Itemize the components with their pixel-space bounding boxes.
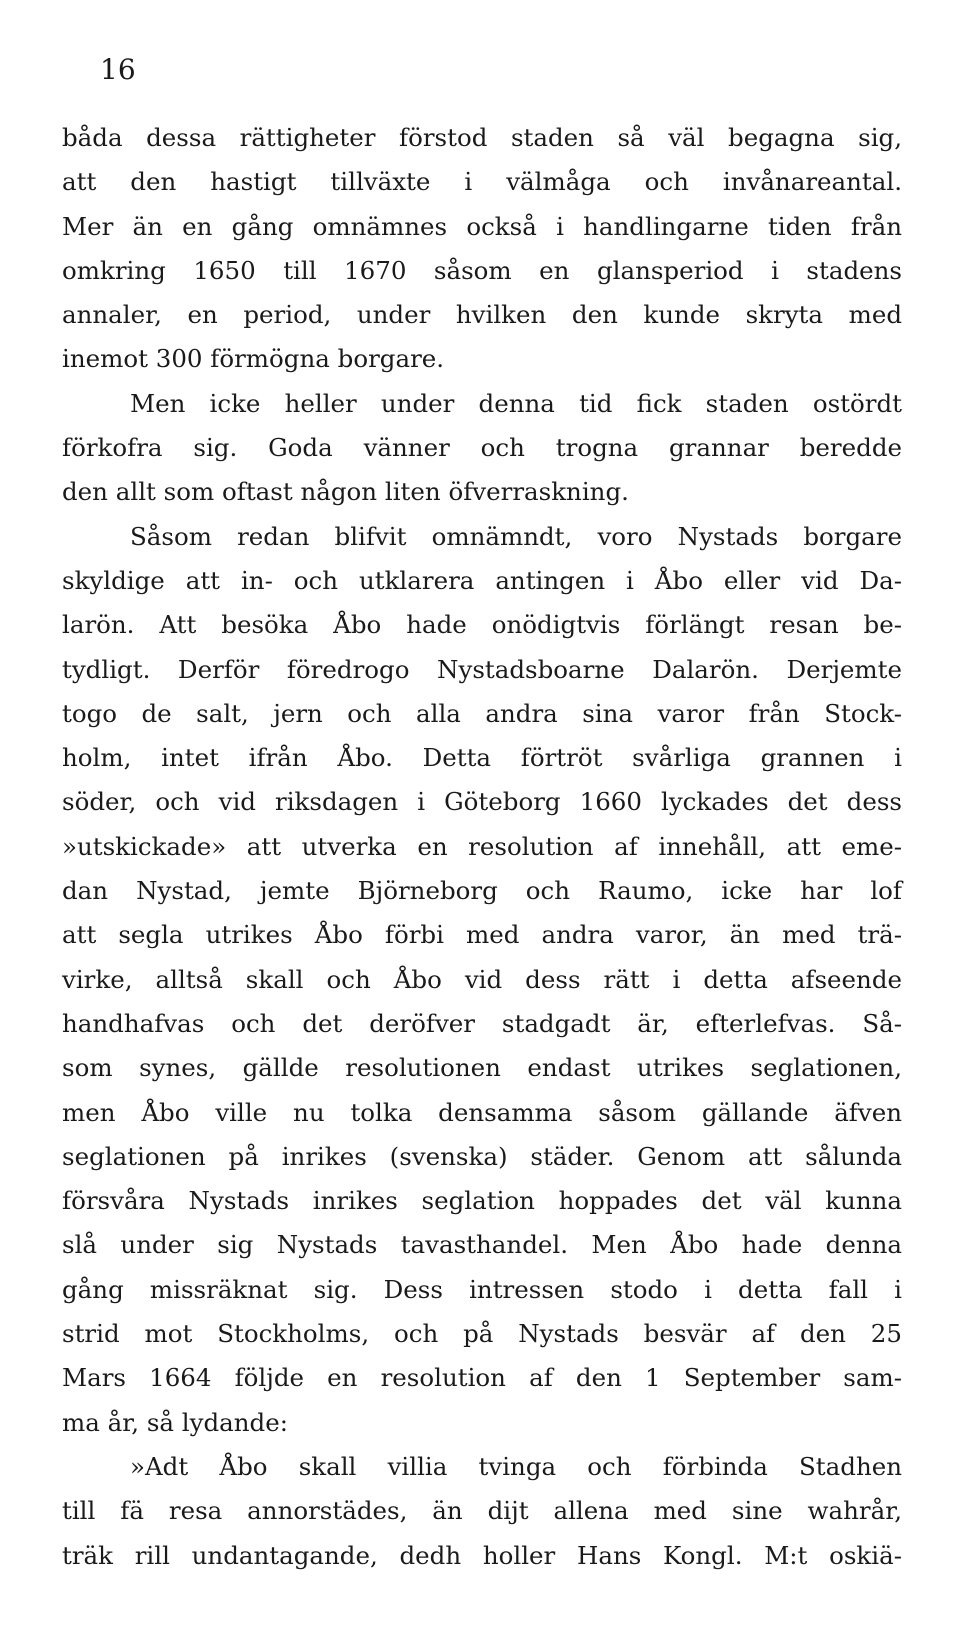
body-text: [62, 116, 902, 1578]
text-line: träk rill undantagande, dedh holler Hans Kongl. M:t oskiä-: [62, 1540, 902, 1570]
text-line: förkofra sig. Goda vänner och trogna grannar beredde: [62, 433, 902, 463]
text-line: strid mot Stockholms, och på Nystads besvär af den 25: [62, 1319, 902, 1349]
text-line: seglationen på inrikes (svenska) städer. Genom att sålunda: [62, 1141, 902, 1171]
text-line: larön. Att besöka Åbo hade onödigtvis förlängt resan be-: [62, 610, 902, 640]
text-line: tydligt. Derför föredrogo Nystadsboarne Dalarön. Derjemte: [62, 654, 902, 684]
page-number: 16: [100, 53, 136, 86]
text-line: till fä resa annorstädes, än dijt allena med sine wahrår,: [62, 1496, 902, 1526]
text-line: handhafvas och det deröfver stadgadt är, efterlefvas. Så-: [62, 1008, 902, 1038]
text-line: virke, alltså skall och Åbo vid dess rätt i detta afseende: [62, 964, 902, 994]
text-line: som synes, gällde resolutionen endast utrikes seglationen,: [62, 1053, 902, 1083]
text-line: holm, intet ifrån Åbo. Detta förtröt svårliga grannen i: [62, 743, 902, 773]
text-line: Mer än en gång omnämnes också i handlingarne tiden från: [62, 211, 902, 241]
text-line: båda dessa rättigheter förstod staden så väl begagna sig,: [62, 123, 902, 152]
text-line: togo de salt, jern och alla andra sina varor från Stock-: [62, 698, 902, 728]
text-line: slå under sig Nystads tavasthandel. Men Åbo hade denna: [62, 1230, 902, 1260]
text-line: dan Nystad, jemte Björneborg och Raumo, icke har lof: [62, 876, 902, 906]
text-line: ma år, så lydande:: [62, 1407, 288, 1437]
text-line: att segla utrikes Åbo förbi med andra varor, än med trä-: [62, 920, 902, 950]
text-line: Men icke heller under denna tid fick staden ostördt: [130, 388, 902, 418]
text-line: omkring 1650 till 1670 såsom en glansperiod i stadens: [62, 255, 902, 285]
text-line: att den hastigt tillväxte i välmåga och invånareantal.: [62, 167, 902, 197]
text-line: Såsom redan blifvit omnämndt, voro Nystads borgare: [130, 521, 902, 551]
text-line: skyldige att in- och utklarera antingen i Åbo eller vid Da-: [62, 565, 902, 595]
text-line: »Adt Åbo skall villia tvinga och förbinda Stadhen: [130, 1451, 902, 1481]
text-line: inemot 300 förmögna borgare.: [62, 344, 445, 374]
text-line: »utskickade» att utverka en resolution af innehåll, att eme-: [62, 831, 902, 861]
text-line: söder, och vid riksdagen i Göteborg 1660 lyckades det dess: [62, 787, 902, 817]
text-line: den allt som oftast någon liten öfverraskning.: [62, 477, 629, 507]
text-line: försvåra Nystads inrikes seglation hoppades det väl kunna: [62, 1186, 902, 1216]
text-line: annaler, en period, under hvilken den kunde skryta med: [62, 300, 902, 330]
text-line: men Åbo ville nu tolka densamma såsom gällande äfven: [62, 1097, 902, 1127]
text-line: gång missräknat sig. Dess intressen stodo i detta fall i: [62, 1274, 902, 1304]
text-line: Mars 1664 följde en resolution af den 1 September sam-: [62, 1363, 902, 1393]
